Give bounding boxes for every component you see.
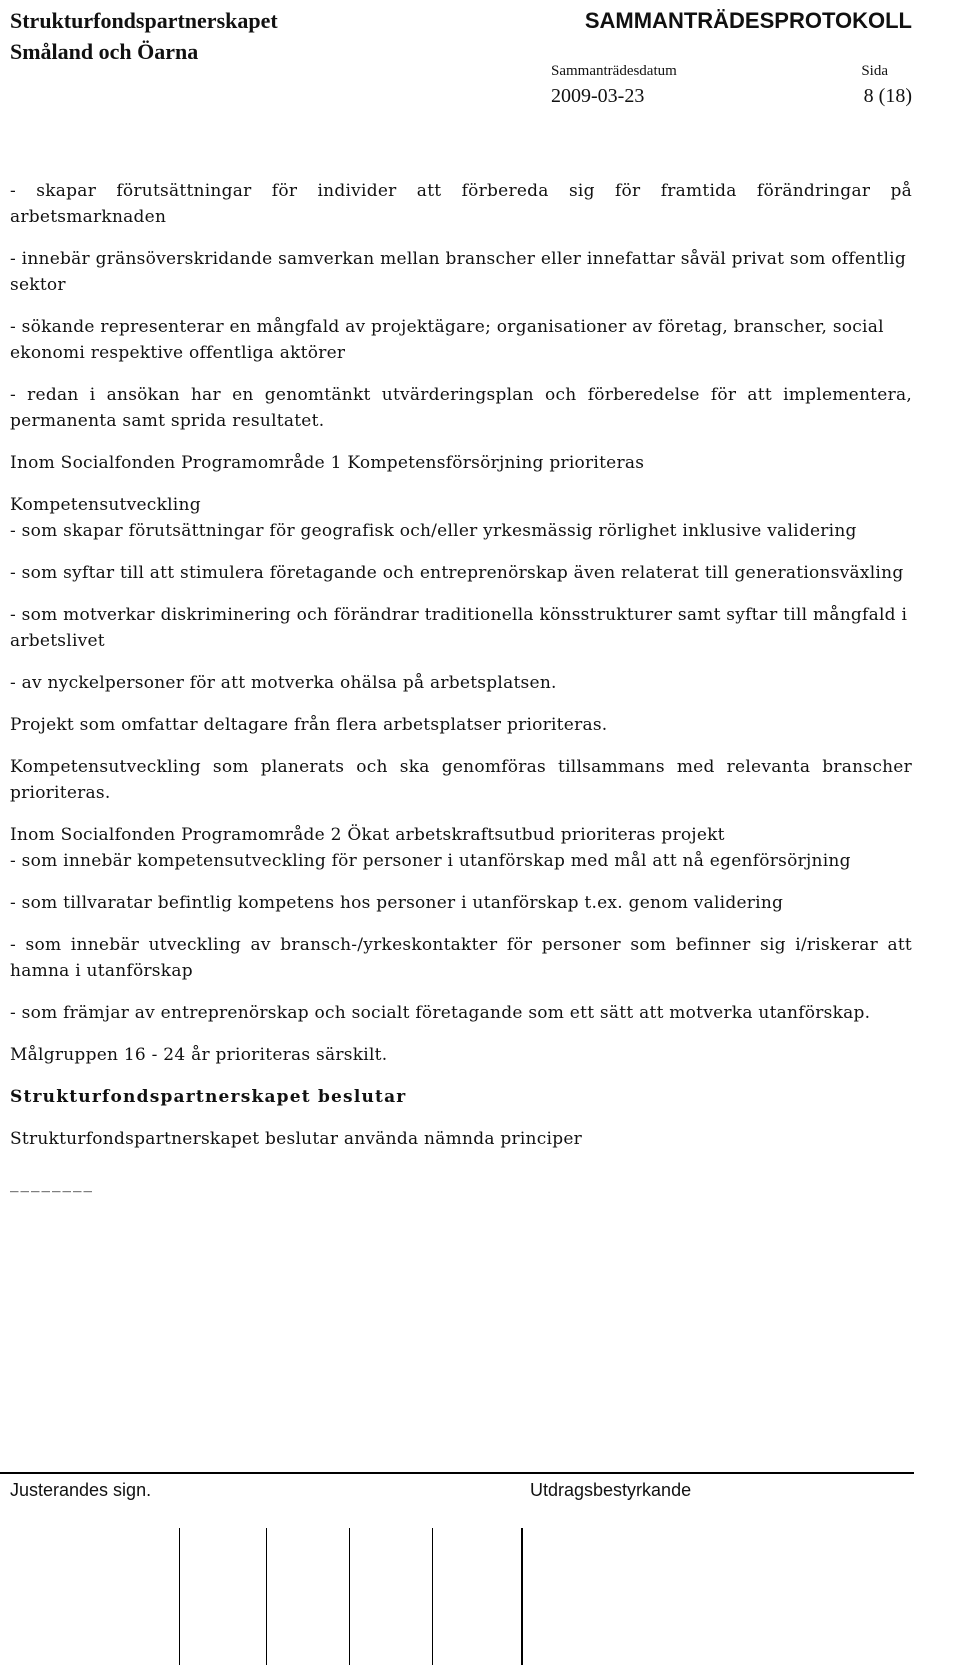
priority-item: - som innebär utveckling av bransch-/yrkeskontakter för personer som befinner sig i/riskerar att hamna i utanförskap [10, 935, 912, 981]
organization-line-1: Strukturfondspartnerskapet [10, 8, 278, 33]
statement-paragraph: Projekt som omfattar deltagare från flera arbetsplatser prioriteras. [10, 715, 608, 735]
signature-box-divider [521, 1528, 523, 1665]
document-title: SAMMANTRÄDESPROTOKOLL [584, 8, 912, 33]
priority-item: - som innebär kompetensutveckling för personer i utanförskap med mål att nå egenförsörjning [10, 851, 851, 871]
signature-box-divider [432, 1528, 433, 1665]
meeting-date-label: Sammanträdesdatum [551, 63, 677, 79]
priority-item: - som skapar förutsättningar för geografisk och/eller yrkesmässig rörlighet inklusive validering [10, 521, 857, 541]
signature-box-divider [349, 1528, 350, 1665]
page-number: 8 (18) [863, 85, 912, 107]
priority-item: - av nyckelpersoner för att motverka ohälsa på arbetsplatsen. [10, 673, 557, 693]
organization-name [10, 5, 278, 67]
organization-line-2: Småland och Öarna [10, 39, 199, 64]
criterion-item: - skapar förutsättningar för individer att förbereda sig för framtida förändringar på arbetsmarknaden [10, 181, 912, 227]
criterion-item: - innebär gränsöverskridande samverkan mellan branscher eller innefattar såväl privat som offentlig sektor [10, 249, 906, 295]
program-area-2-heading: Inom Socialfonden Programområde 2 Ökat arbetskraftsutbud prioriteras projekt [10, 825, 725, 845]
signature-footer [0, 1472, 914, 1665]
subheading-kompetensutveckling: Kompetensutveckling [10, 495, 201, 515]
target-group-note: Målgruppen 16 - 24 år prioriteras särskilt. [10, 1045, 388, 1065]
page-label: Sida [861, 63, 888, 79]
signature-box-divider [179, 1528, 180, 1665]
criterion-item: - redan i ansökan har en genomtänkt utvärderingsplan och förberedelse för att implementera, permanenta samt sprida resultatet. [10, 385, 912, 431]
document-body [10, 178, 912, 1196]
meeting-date: 2009-03-23 [551, 85, 645, 107]
decision-text: Strukturfondspartnerskapet beslutar använda nämnda principer [10, 1129, 583, 1149]
separator-line: ________ [10, 1173, 94, 1193]
priority-item: - som tillvaratar befintlig kompetens hos personer i utanförskap t.ex. genom validering [10, 893, 784, 913]
adjuster-signature-label: Justerandes sign. [10, 1480, 152, 1500]
priority-item: - som främjar av entreprenörskap och socialt företagande som ett sätt att motverka utanförskap. [10, 1003, 871, 1023]
decision-heading: Strukturfondspartnerskapet beslutar [10, 1087, 407, 1107]
priority-item: - som syftar till att stimulera företagande och entreprenörskap även relaterat till generationsväxling [10, 563, 904, 583]
program-area-1-heading: Inom Socialfonden Programområde 1 Kompetensförsörjning prioriteras [10, 453, 645, 473]
signature-box-divider [266, 1528, 267, 1665]
extract-certification-label: Utdragsbestyrkande [530, 1480, 692, 1500]
priority-item: - som motverkar diskriminering och förändrar traditionella könsstrukturer samt syftar till mångfald i arbetslivet [10, 605, 908, 651]
criterion-item: - sökande representerar en mångfald av projektägare; organisationer av företag, branscher, social ekonomi respektive offentliga aktörer [10, 317, 884, 363]
document-header [10, 5, 912, 107]
statement-paragraph: Kompetensutveckling som planerats och ska genomföras tillsammans med relevanta branscher prioriteras. [10, 757, 912, 803]
